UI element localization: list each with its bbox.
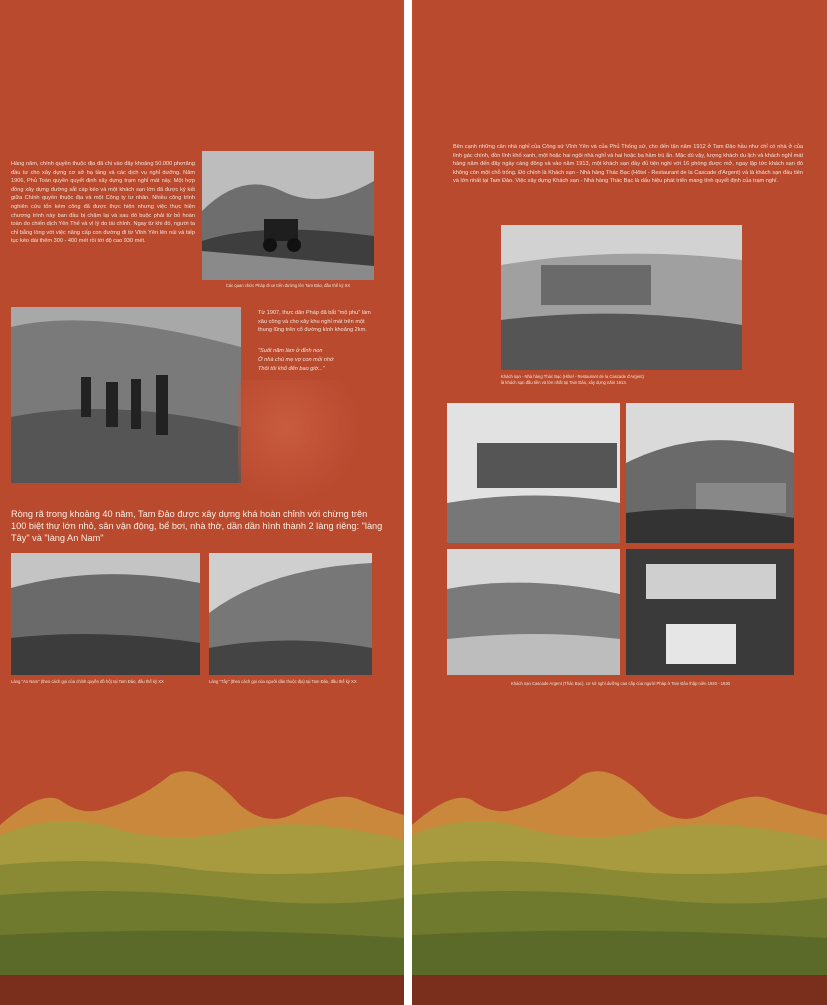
left-intro-text: Hàng năm, chính quyền thuộc địa đã chi vào đây khoảng 50.000 phơrăng đầu tư cho xây dựng cơ sở hạ tầng và các dịch vụ nghỉ dưỡng. Năm 1906, Phủ Toàn quyền quyết định xây dựng trạm nghỉ mát này. Một hợp đồng xây dựng đường sắt cáp kéo và một khách sạn lớn đã được ký kết giữa Chính quyền thuộc địa và một Công ty tư nhân. Nhiều công trình nghiên cứu tốn kém công đã được thực hiện nhưng việc thực hiện chương trình này ban đầu bị chậm lại và sau đó buộc phải từ bỏ hoàn toàn do chiến dịch Yên Thế và vì lý do tài chính. Ngay từ khi đó, người ta chỉ bằng lòng với việc nâng cấp con đường đi từ Vĩnh Yên lên núi và tiếp tục kéo dài thêm 300 - 400 mét rồi tới độ cao 930 mét. (11, 161, 195, 245)
hotel-caption-line-2: là khách sạn đầu tiên và lớn nhất tại Tam Đảo, xây dựng năm 1913. (501, 380, 627, 385)
faded-figures-graphic (238, 380, 358, 500)
hotel-exterior-photo (501, 225, 742, 370)
hotel-caption-line-1: Khách sạn - Nhà hàng Thác Bạc (Hôtel - Restaurant de la Cascade d'Argent) (501, 374, 644, 379)
hotel-mountain-photo (626, 403, 794, 543)
right-panel (412, 0, 827, 1005)
dining-room-photo (626, 549, 794, 675)
hotel-bottom-caption: Khách sạn Cascade Argent (Thác Bạc), cơ sở nghỉ dưỡng cao cấp của người Pháp ở Tam Đảo thập niên 1920 - 1930 (511, 681, 730, 686)
quote-line-3: Thôi tôi khổ đến bao giờ..." (258, 366, 325, 372)
laborers-photo (11, 307, 241, 483)
quote-line-1: "Suốt năm làm ở đỉnh non (258, 348, 323, 354)
tay-village-photo (209, 553, 372, 675)
right-intro-text: Bên cạnh những căn nhà nghỉ của Công sứ Vĩnh Yên và của Phủ Thống sứ, cho đến tận năm 1912 ở Tam Đảo hầu như chỉ có nhà ở của lính gác chính, đồn lính khố xanh, một hoặc hai ngôi nhà nghỉ và hai hoặc ba hầm trú ẩn. Mặc dù vậy, lượng khách du lịch và khách nghỉ mát hàng năm đến đây ngày càng đông và vào năm 1913, một khách sạn đầy đủ tiện nghi với 16 phòng được mở, ngay lập tức khách sạn đó không còn một chỗ trống. Đó chính là Khách sạn - Nhà hàng Thác Bạc (Hôtel - Restaurant de la Cascade d'Argent) và là khách sạn đầu tiên và lớn nhất tại Tam Đảo. Việc xây dựng Khách sạn - Nhà hàng Thác Bạc là dấu hiệu phát triển mang tính quyết định của trạm nghỉ. (453, 144, 803, 185)
quote-intro: Từ 1907, thực dân Pháp đã bắt "mộ phu" làm xâu công và cho xây khu nghỉ mát trên một thung lũng trên cổ đường kính khoảng 2km. (258, 310, 371, 334)
quote-line-2: Ở nhà chú mẹ vợ con mỏi nhớ (258, 357, 334, 363)
mountain-landscape-left (0, 770, 404, 1005)
hotel-courtyard-photo (447, 403, 620, 543)
hotel-road-photo (447, 549, 620, 675)
an-nam-caption: Làng "An Nam" (theo cách gọi của chính quyền đô hộ) tại Tam Đảo, đầu thế kỷ XX (11, 679, 164, 684)
an-nam-village-photo (11, 553, 200, 675)
car-photo-caption: Các quan chức Pháp đi xe trên đường lên Tam Đảo, đầu thế kỷ XX (225, 283, 351, 288)
left-panel (0, 0, 404, 1005)
tay-caption: Làng "Tây" (theo cách gọi của người dân thuộc địa) tại Tam Đảo, đầu thế kỷ XX (209, 679, 357, 684)
car-photo (202, 151, 374, 280)
mountain-landscape-right (412, 770, 827, 1005)
left-headline: Ròng rã trong khoảng 40 năm, Tam Đảo được xây dựng khá hoàn chỉnh với chừng trên 100 biệt thự lớn nhỏ, sân vận động, bể bơi, nhà thờ, dần dần hình thành 2 làng riêng: "làng Tây" và "làng An Nam" (11, 509, 383, 543)
